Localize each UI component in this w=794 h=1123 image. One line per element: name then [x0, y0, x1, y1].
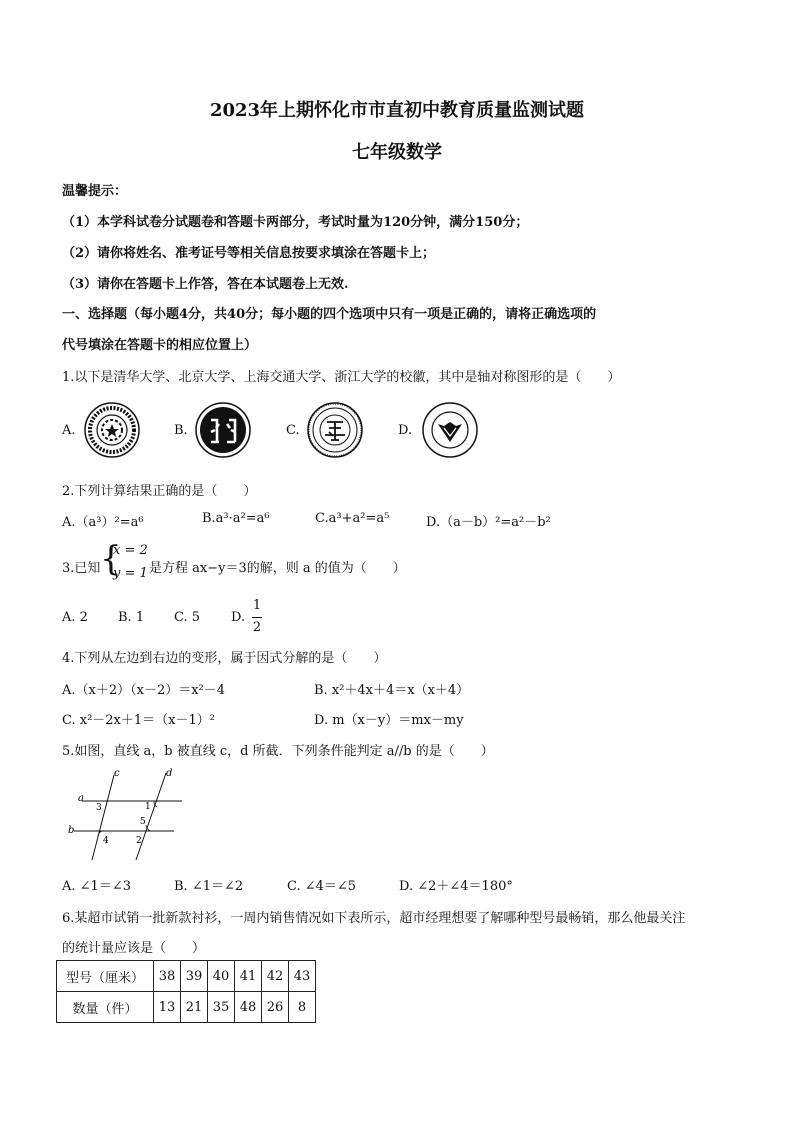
table-cell: 35 — [208, 992, 235, 1023]
tsinghua-logo-icon — [84, 402, 140, 458]
fraction-numerator: 1 — [252, 598, 262, 613]
exam-subtitle: 七年级数学 — [352, 142, 442, 163]
table-row — [57, 961, 316, 992]
tips-heading: 温馨提示： — [62, 184, 128, 199]
q3-option-c: C. 5 — [174, 610, 201, 625]
q3-option-a: A. 2 — [62, 610, 88, 625]
table-header-count: 数量（件） — [57, 992, 154, 1023]
tip-item-2: （2）请你将姓名、准考证号等相关信息按要求填涂在答题卡上； — [62, 246, 436, 261]
q3-suffix: 是方程 ax−y＝3的解，则 a 的值为（ ） — [149, 561, 406, 576]
parallel-lines-figure — [62, 765, 192, 865]
table-row — [57, 992, 316, 1023]
label-c: c — [114, 768, 120, 779]
sales-table — [56, 960, 316, 1023]
q3-system-line1: x = 2 — [113, 543, 148, 558]
q4-option-d: D. m（x－y）＝mx－my — [314, 713, 464, 728]
q1-option-b-label: B. — [174, 423, 188, 438]
q4-option-b: B. x²＋4x＋4＝x（x＋4） — [314, 683, 470, 698]
angle-label-1: 1 — [145, 802, 151, 812]
q5-option-b: B. ∠1＝∠2 — [174, 879, 244, 894]
section-heading-line1: 一、选择题（每小题4分，共40分；每小题的四个选项中只有一项是正确的，请将正确选项的 — [62, 307, 597, 322]
q5-option-c: C. ∠4＝∠5 — [287, 879, 357, 894]
angle-label-3: 3 — [96, 803, 102, 813]
q2-option-c: C.a³+a²=a⁵ — [315, 511, 390, 526]
section-heading-line2: 代号填涂在答题卡的相应位置上） — [62, 338, 258, 353]
q2-option-a: A.（a³）²=a⁶ — [62, 515, 144, 530]
tip-item-1: （1）本学科试卷分试题卷和答题卡两部分，考试时量为120分钟，满分150分； — [62, 215, 529, 230]
q1-option-a-label: A. — [62, 423, 76, 438]
tip-item-3: （3）请你在答题卡上作答，答在本试题卷上无效. — [62, 277, 349, 292]
q6-stem-line2: 的统计量应该是（ ） — [62, 941, 206, 956]
q3-system-line2: y = 1 — [113, 566, 148, 581]
table-cell: 13 — [154, 992, 181, 1023]
table-cell: 38 — [154, 961, 181, 992]
q3-prefix: 3.已知 — [62, 561, 101, 576]
table-cell: 42 — [262, 961, 289, 992]
q4-option-c: C. x²－2x＋1＝（x－1）² — [62, 713, 215, 728]
table-header-size: 型号（厘米） — [57, 961, 154, 992]
pku-logo-icon — [195, 402, 251, 458]
table-cell: 43 — [289, 961, 316, 992]
table-cell: 26 — [262, 992, 289, 1023]
table-cell: 21 — [181, 992, 208, 1023]
zju-logo-icon — [422, 402, 478, 458]
q5-stem: 5.如图，直线 a，b 被直线 c，d 所截．下列条件能判定 a//b 的是（ ） — [62, 744, 494, 759]
table-cell: 40 — [208, 961, 235, 992]
q1-option-c-label: C. — [286, 423, 300, 438]
q1-option-d-label: D. — [398, 423, 413, 438]
table-cell: 41 — [235, 961, 262, 992]
q4-option-a: A.（x＋2）（x－2）＝x²－4 — [62, 683, 226, 698]
q3-option-b: B. 1 — [118, 610, 145, 625]
q2-option-d: D.（a－b）²=a²－b² — [426, 515, 551, 530]
table-cell: 48 — [235, 992, 262, 1023]
table-cell: 39 — [181, 961, 208, 992]
angle-label-4: 4 — [103, 836, 109, 846]
fraction-bar — [252, 617, 262, 618]
q1-stem: 1.以下是清华大学、北京大学、上海交通大学、浙江大学的校徽，其中是轴对称图形的是（ ） — [62, 370, 621, 385]
label-a: a — [78, 793, 84, 804]
q6-stem-line1: 6.某超市试销一批新款衬衫，一周内销售情况如下表所示，超市经理想要了解哪种型号最畅销，那么他最关注 — [62, 911, 686, 926]
system-brace: { — [100, 539, 122, 579]
label-d: d — [166, 768, 173, 779]
q2-option-b: B.a³·a²=a⁶ — [202, 511, 270, 526]
exam-title: 2023年上期怀化市市直初中教育质量监测试题 — [209, 100, 585, 121]
q5-option-a: A. ∠1＝∠3 — [62, 879, 131, 894]
sjtu-logo-icon — [307, 402, 363, 458]
fraction-denominator: 2 — [252, 620, 262, 635]
label-b: b — [68, 825, 75, 836]
q4-stem: 4.下列从左边到右边的变形，属于因式分解的是（ ） — [62, 651, 387, 666]
q2-stem: 2.下列计算结果正确的是（ ） — [62, 484, 257, 499]
q5-option-d: D. ∠2＋∠4＝180° — [399, 879, 513, 894]
table-cell: 8 — [289, 992, 316, 1023]
q3-option-d: D. — [231, 610, 246, 625]
angle-label-5: 5 — [140, 817, 146, 827]
angle-label-2: 2 — [136, 836, 142, 846]
